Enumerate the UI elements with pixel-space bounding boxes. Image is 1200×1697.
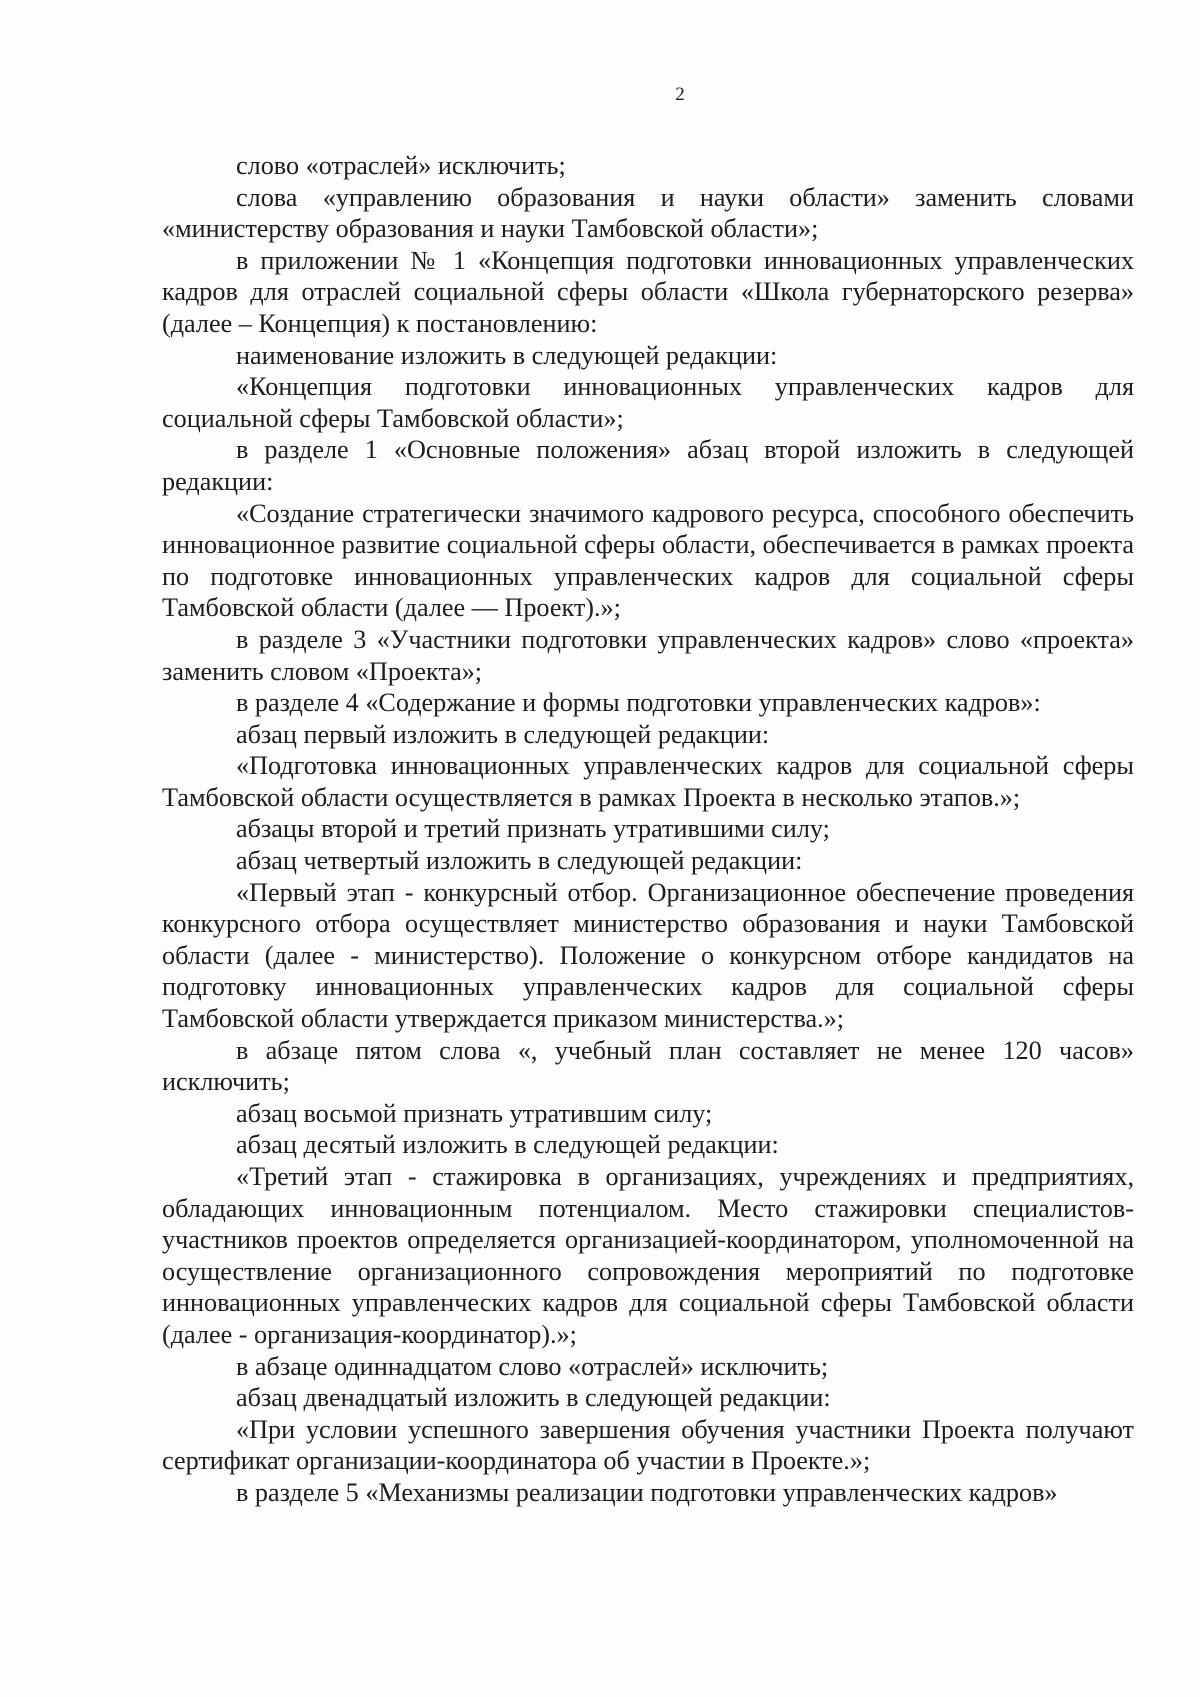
paragraph: «Концепция подготовки инновационных управленческих кадров для социальной сферы Тамбовской области»; — [162, 372, 1134, 433]
paragraph: «При условии успешного завершения обучения участники Проекта получают сертификат организации-координатора об участии в Проекте.»; — [162, 1414, 1134, 1476]
paragraph: в разделе 4 «Содержание и формы подготовки управленческих кадров»: — [236, 688, 1041, 718]
paragraph: «Третий этап - стажировка в организациях, учреждениях и предприятиях, обладающих инновационным потенциалом. Место стажировки специалистов-участников проектов определяется организацией-координатором, уполномоченной на осуществление организационного сопровождения мероприятий по подготовке инновационных управленческих кадров для социальной сферы Тамбовской области (далее - организация-координатор).»; — [162, 1162, 1134, 1349]
paragraph: абзац десятый изложить в следующей редакции: — [236, 1130, 779, 1160]
paragraph: абзац восьмой признать утратившим силу; — [236, 1098, 713, 1128]
paragraph: в разделе 3 «Участники подготовки управленческих кадров» слово «проекта» заменить словом «Проекта»; — [162, 624, 1134, 686]
paragraph: в разделе 1 «Основные положения» абзац второй изложить в следующей редакции: — [162, 435, 1134, 496]
paragraph: абзац четвертый изложить в следующей редакции: — [236, 846, 803, 876]
paragraph: абзац двенадцатый изложить в следующей редакции: — [236, 1383, 831, 1413]
page-number: 2 — [675, 84, 685, 105]
paragraph: слово «отраслей» исключить; — [236, 151, 566, 180]
paragraph: «Создание стратегически значимого кадрового ресурса, способного обеспечить инновационное развитие социальной сферы области, обеспечивается в рамках проекта по подготовке инновационных управленческих кадров для социальной сферы Тамбовской области (далее — Проект).»; — [162, 498, 1134, 623]
document-body — [162, 150, 1134, 1509]
paragraph: абзац первый изложить в следующей редакции: — [236, 719, 770, 749]
paragraph: в абзаце пятом слова «, учебный план составляет не менее 120 часов» исключить; — [162, 1035, 1134, 1097]
paragraph: наименование изложить в следующей редакции: — [236, 340, 778, 370]
paragraph: слова «управлению образования и науки области» заменить словами «министерству образования и науки Тамбовской области»; — [162, 182, 1134, 244]
paragraph: в разделе 5 «Механизмы реализации подготовки управленческих кадров» — [236, 1477, 1058, 1507]
paragraph: «Первый этап - конкурсный отбор. Организационное обеспечение проведения конкурсного отбора осуществляет министерство образования и науки Тамбовской области (далее - министерство). Положение о конкурсном отборе кандидатов на подготовку инновационных управленческих кадров для социальной сферы Тамбовской области утверждается приказом министерства.»; — [162, 877, 1134, 1034]
paragraph: в приложении № 1 «Концепция подготовки инновационных управленческих кадров для отраслей социальной сферы области «Школа губернаторского резерва» (далее – Концепция) к постановлению: — [162, 245, 1134, 338]
paragraph: в абзаце одиннадцатом слово «отраслей» исключить; — [236, 1351, 829, 1381]
paragraph: «Подготовка инновационных управленческих кадров для социальной сферы Тамбовской области осуществляется в рамках Проекта в несколько этапов.»; — [162, 751, 1134, 812]
paragraph: абзацы второй и третий признать утратившими силу; — [236, 814, 830, 844]
